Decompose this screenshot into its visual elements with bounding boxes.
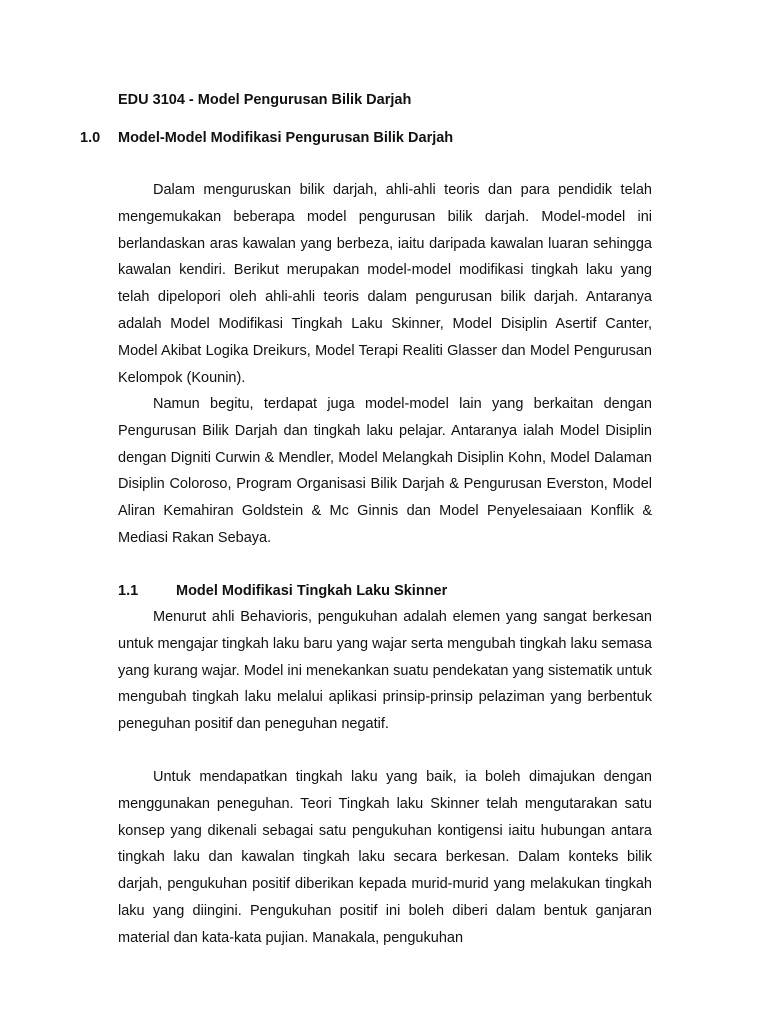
section-heading-1-0 [80, 130, 640, 150]
paragraph: Dalam menguruskan bilik darjah, ahli-ahli teoris dan para pendidik telah mengemukakan beberapa model pengurusan bilik darjah. Model-model ini berlandaskan aras kawalan yang berbeza, iaitu daripada kawalan luaran sehingga kawalan kendiri. Berikut merupakan model-model modifikasi tingkah laku yang telah dipelopori oleh ahli-ahli teoris dalam pengurusan bilik darjah. Antaranya adalah Model Modifikasi Tingkah Laku Skinner, Model Disiplin Asertif Canter, Model Akibat Logika Dreikurs, Model Terapi Realiti Glasser dan Model Pengurusan Kelompok (Kounin). [118, 182, 652, 386]
section-title: Model-Model Modifikasi Pengurusan Bilik Darjah [118, 130, 454, 146]
section-number: 1.0 [80, 130, 101, 146]
section-title: Model Modifikasi Tingkah Laku Skinner [176, 583, 448, 599]
paragraph: Untuk mendapatkan tingkah laku yang baik, ia boleh dimajukan dengan menggunakan peneguhan. Teori Tingkah laku Skinner telah mengutarakan satu konsep yang dikenali sebagai satu pengukuhan kontigensi iaitu hubungan antara tingkah laku dan kawalan tingkah laku secara berkesan. Dalam konteks bilik darjah, pengukuhan positif diberikan kepada murid-murid yang melakukan tingkah laku yang diingini. Pengukuhan positif ini boleh diberi dalam bentuk ganjaran material dan kata-kata pujian. Manakala, pengukuhan [118, 769, 652, 946]
paragraph: Namun begitu, terdapat juga model-model lain yang berkaitan dengan Pengurusan Bilik Darjah dan tingkah laku pelajar. Antaranya ialah Model Disiplin dengan Digniti Curwin & Mendler, Model Melangkah Disiplin Kohn, Model Dalaman Disiplin Coloroso, Program Organisasi Bilik Darjah & Pengurusan Everston, Model Aliran Kemahiran Goldstein & Mc Ginnis dan Model Penyelesaiaan Konflik & Mediasi Rakan Sebaya. [118, 396, 652, 546]
section-number: 1.1 [118, 583, 139, 599]
document-title: EDU 3104 - Model Pengurusan Bilik Darjah [118, 92, 412, 108]
paragraph: Menurut ahli Behavioris, pengukuhan adalah elemen yang sangat berkesan untuk mengajar tingkah laku baru yang wajar serta mengubah tingkah laku semasa yang kurang wajar. Model ini menekankan suatu pendekatan yang sistematik untuk mengubah tingkah laku melalui aplikasi prinsip-prinsip pelaziman yang berbentuk peneguhan positif dan peneguhan negatif. [118, 609, 652, 733]
section-heading-1-1 [118, 583, 638, 603]
